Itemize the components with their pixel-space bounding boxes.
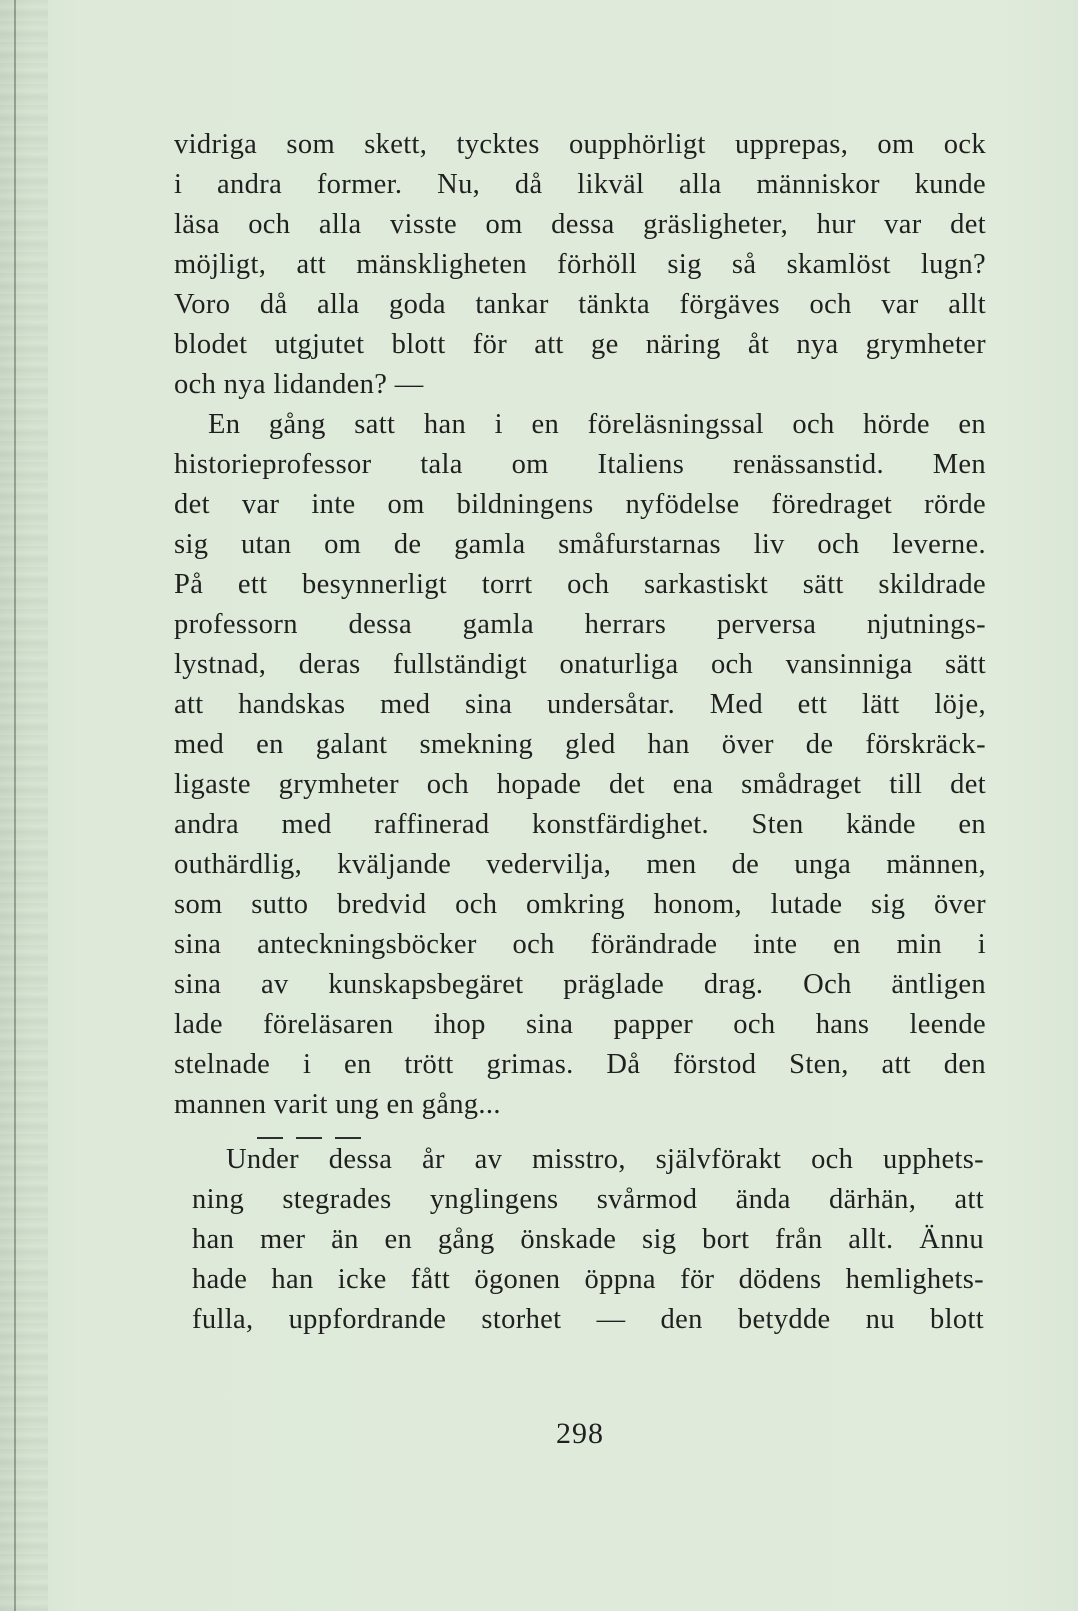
- text-line: lade föreläsaren ihop sina papper och hans leende: [174, 1009, 986, 1040]
- text-line: lystnad, deras fullständigt onaturliga och vansinniga sätt: [174, 649, 986, 680]
- text-line: ligaste grymheter och hopade det ena smådraget till det: [174, 769, 986, 800]
- paragraph-block-2: [192, 1140, 984, 1340]
- text-line: Under dessa år av misstro, självförakt och upphets-: [226, 1144, 984, 1175]
- page-gutter: [0, 0, 48, 1611]
- text-line: vidriga som skett, tycktes oupphörligt upprepas, om ock: [174, 129, 986, 160]
- text-line: möjligt, att mänskligheten förhöll sig så skamlöst lugn?: [174, 249, 986, 280]
- text-line: andra med raffinerad konstfärdighet. Sten kände en: [174, 809, 986, 840]
- text-line: På ett besynnerligt torrt och sarkastiskt sätt skildrade: [174, 569, 986, 600]
- text-line: sig utan om de gamla småfurstarnas liv och leverne.: [174, 529, 986, 560]
- text-line: som sutto bredvid och omkring honom, lutade sig över: [174, 889, 986, 920]
- paragraph-block-1: [174, 125, 986, 1125]
- text-line: blodet utgjutet blott för att ge näring åt nya grymheter: [174, 329, 986, 360]
- gutter-line: [14, 0, 16, 1611]
- separator-dash: [296, 1137, 322, 1139]
- text-line: och nya lidanden? —: [174, 369, 424, 400]
- separator-dash: [257, 1137, 283, 1139]
- text-line: sina av kunskapsbegäret präglade drag. Och äntligen: [174, 969, 986, 1000]
- text-line: läsa och alla visste om dessa gräsligheter, hur var det: [174, 209, 986, 240]
- text-line: med en galant smekning gled han över de förskräck-: [174, 729, 986, 760]
- text-line: historieprofessor tala om Italiens renässanstid. Men: [174, 449, 986, 480]
- text-line: professorn dessa gamla herrars perversa njutnings-: [174, 609, 986, 640]
- text-line: ning stegrades ynglingens svårmod ända därhän, att: [192, 1184, 984, 1215]
- text-line: han mer än en gång önskade sig bort från allt. Ännu: [192, 1224, 984, 1255]
- text-line: En gång satt han i en föreläsningssal och hörde en: [208, 409, 986, 440]
- text-line: i andra former. Nu, då likväl alla människor kunde: [174, 169, 986, 200]
- page-number: 298: [556, 1417, 604, 1450]
- text-line: det var inte om bildningens nyfödelse föredraget rörde: [174, 489, 986, 520]
- separator-dash: [335, 1137, 361, 1139]
- text-line: stelnade i en trött grimas. Då förstod Sten, att den: [174, 1049, 986, 1080]
- text-line: fulla, uppfordrande storhet — den betydde nu blott: [192, 1304, 984, 1335]
- text-line: outhärdlig, kväljande vedervilja, men de unga männen,: [174, 849, 986, 880]
- text-line: sina anteckningsböcker och förändrade inte en min i: [174, 929, 986, 960]
- text-line: Voro då alla goda tankar tänkta förgäves och var allt: [174, 289, 986, 320]
- text-line: att handskas med sina undersåtar. Med ett lätt löje,: [174, 689, 986, 720]
- text-line: hade han icke fått ögonen öppna för dödens hemlighets-: [192, 1264, 984, 1295]
- text-line: mannen varit ung en gång...: [174, 1089, 501, 1120]
